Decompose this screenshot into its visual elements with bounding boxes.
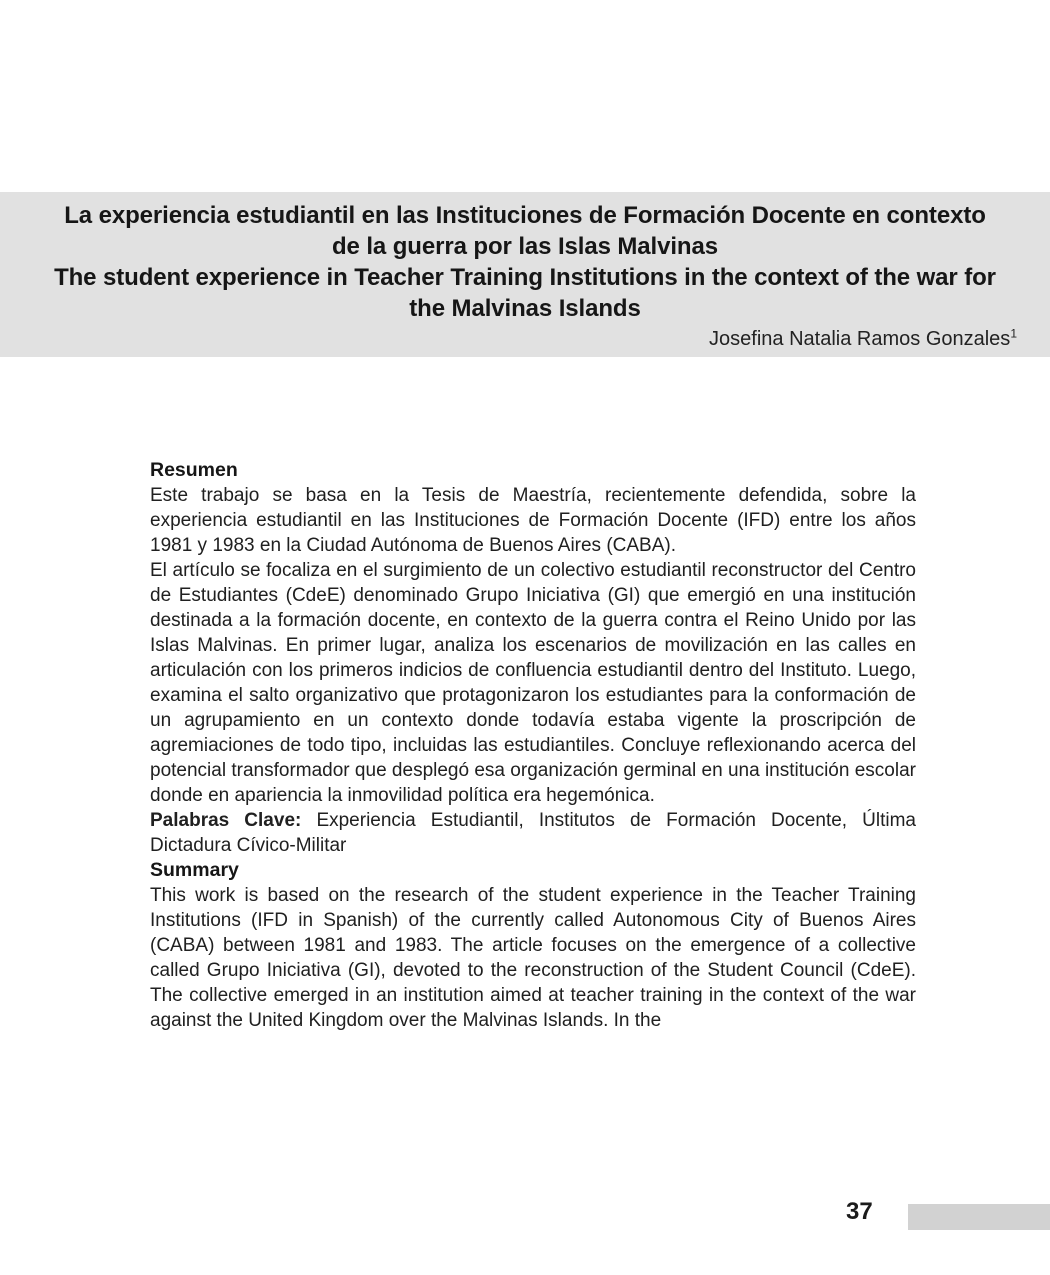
page-number: 37: [846, 1198, 873, 1225]
author-line: [33, 326, 1017, 352]
resumen-paragraph-1: Este trabajo se basa en la Tesis de Maestría, recientemente defendida, sobre la experiencia estudiantil en las Instituciones de Formación Docente (IFD) entre los años 1981 y 1983 en la Ciudad Autónoma de Buenos Aires (CABA).: [150, 485, 916, 556]
footer-decoration-bar: [908, 1204, 1050, 1230]
article-title-en-line-2: the Malvinas Islands: [409, 295, 641, 322]
article-title-es: [33, 200, 1017, 262]
keywords-text: Experiencia Estudiantil, Institutos de Formación Docente, Última Dictadura Cívico-Militar: [150, 810, 916, 856]
article-title-es-line-2: de la guerra por las Islas Malvinas: [331, 233, 718, 260]
abstract-content: [150, 458, 916, 1033]
article-title-en: [33, 262, 1017, 324]
keywords-label: Palabras Clave:: [150, 810, 302, 831]
article-title-es-line-1: La experiencia estudiantil en las Instituciones de Formación Docente en contexto: [64, 202, 986, 229]
resumen-heading: Resumen: [150, 459, 238, 481]
author-name: Josefina Natalia Ramos Gonzales: [709, 328, 1011, 350]
resumen-paragraph-2: El artículo se focaliza en el surgimiento de un colectivo estudiantil reconstructor del Centro de Estudiantes (CdeE) denominado Grupo Iniciativa (GI) que emergió en una institución destinada a la formación docente, en contexto de la guerra contra el Reino Unido por las Islas Malvinas. En primer lugar, analiza los escenarios de movilización en las calles en articulación con los primeros indicios de confluencia estudiantil dentro del Instituto. Luego, examina el salto organizativo que protagonizaron los estudiantes para la conformación de un agrupamiento en un contexto donde todavía estaba vigente la proscripción de agremiaciones de todo tipo, incluidas las estudiantiles. Concluye reflexionando acerca del potencial transformador que desplegó esa organización germinal en una institución escolar donde en apariencia la inmovilidad política era hegemónica.: [150, 560, 916, 806]
article-title-en-line-1: The student experience in Teacher Training Institutions in the context of the war for: [54, 264, 996, 291]
summary-paragraph: This work is based on the research of the student experience in the Teacher Training Institutions (IFD in Spanish) of the currently called Autonomous City of Buenos Aires (CABA) between 1981 and 1983. The article focuses on the emergence of a collective called Grupo Iniciativa (GI), devoted to the reconstruction of the Student Council (CdeE). The collective emerged in an institution aimed at teacher training in the context of the war against the United Kingdom over the Malvinas Islands. In the: [150, 885, 916, 1031]
title-band: [0, 192, 1050, 357]
summary-heading: Summary: [150, 859, 239, 881]
keywords-line: [150, 808, 916, 858]
author-footnote-ref: 1: [1010, 326, 1017, 341]
